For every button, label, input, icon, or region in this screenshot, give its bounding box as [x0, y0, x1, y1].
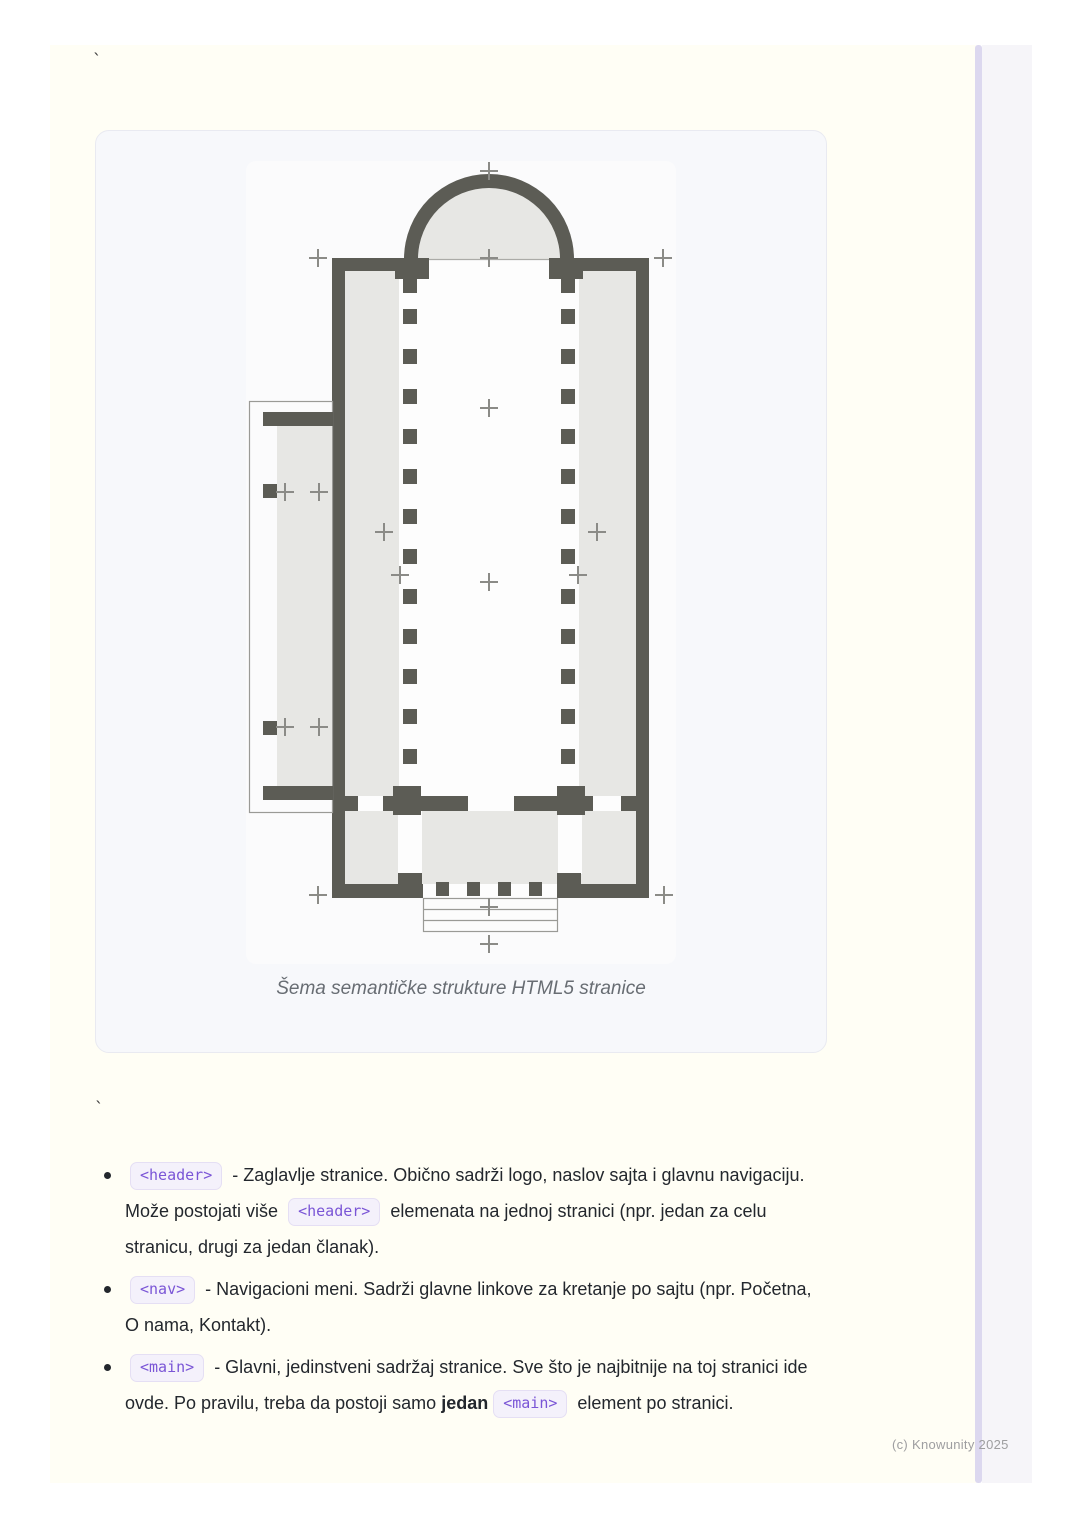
tag-chip-header: <header> — [130, 1162, 222, 1190]
annex — [250, 402, 334, 813]
list-item-header — [100, 1157, 812, 1265]
list-text: - Glavni, jedinstveni sadržaj stranice. Sve što je najbitnije na toj stranici ide ovde. Po pravilu, treba da postoji samo — [125, 1357, 808, 1413]
tag-chip-header: <header> — [288, 1198, 380, 1226]
list-text: - Zaglavlje stranice. Obično sadrži logo, naslov sajta i glavnu navigaciju. Može postojati više — [125, 1165, 805, 1221]
scrollbar-thumb[interactable] — [975, 45, 982, 1483]
tag-chip-main: <main> — [130, 1354, 204, 1382]
list-item-nav — [100, 1271, 812, 1343]
floorplan-image — [246, 161, 676, 964]
narthex — [345, 811, 636, 884]
figure-caption: Šema semantičke strukture HTML5 stranice — [276, 978, 646, 999]
watermark: (c) Knowunity 2025 — [892, 1437, 1009, 1452]
apse — [404, 174, 574, 260]
tag-chip-main: <main> — [493, 1390, 567, 1418]
stray-backtick-top: ` — [92, 51, 103, 71]
figure-card — [95, 130, 827, 1053]
adjacent-panel — [982, 45, 1032, 1483]
list-text: - Navigacioni meni. Sadrži glavne linkove za kretanje po sajtu (npr. Početna, O nama, Kontakt). — [125, 1279, 812, 1335]
aisle-right — [579, 269, 636, 796]
bold-text: jedan — [441, 1393, 489, 1413]
entrance-steps — [424, 899, 558, 932]
tag-chip-nav: <nav> — [130, 1276, 195, 1304]
semantic-tags-list — [100, 1157, 812, 1427]
list-item-main — [100, 1349, 812, 1421]
list-text: elemenata na jednoj stranici (npr. jedan za celu stranicu, drugi za jedan članak). — [125, 1201, 767, 1257]
list-text: element po stranici. — [572, 1393, 734, 1413]
basilica-floorplan-svg — [246, 161, 676, 964]
stray-backtick-middle: ` — [94, 1099, 105, 1119]
document-page — [50, 45, 976, 1483]
